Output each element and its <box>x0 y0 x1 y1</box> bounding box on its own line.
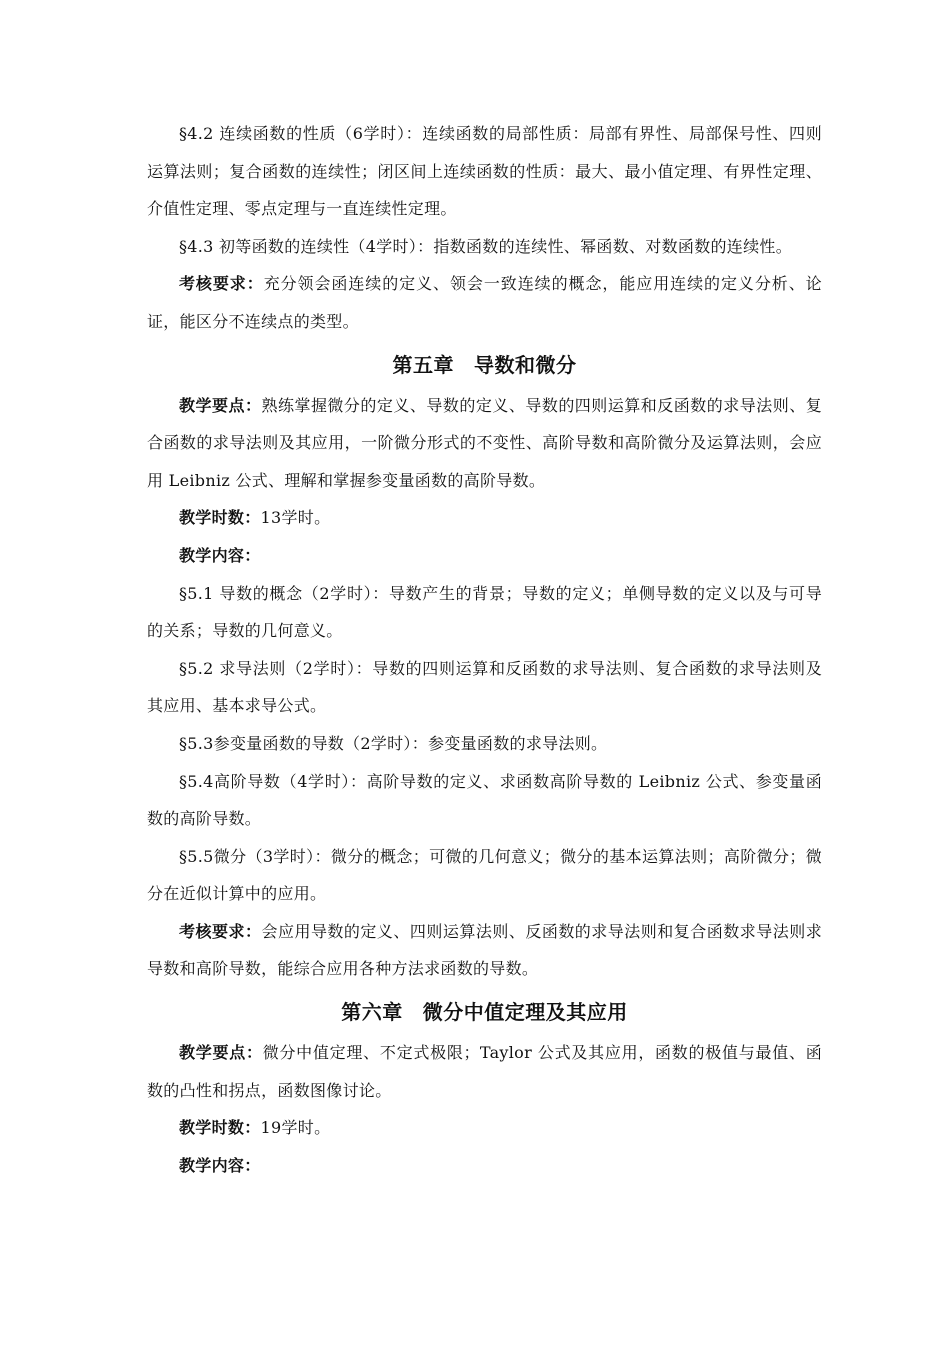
section-5-5: §5.5微分（3学时）：微分的概念；可微的几何意义；微分的基本运算法则；高阶微分；微分在近似计算中的应用。 <box>147 846 822 904</box>
section-5-3: §5.3参变量函数的导数（2学时）：参变量函数的求导法则。 <box>179 733 608 753</box>
ch5-teaching-hours <box>147 499 822 537</box>
ch4-exam-label: 考核要求： <box>179 274 264 294</box>
ch6-teaching-points <box>147 1034 822 1109</box>
section-5-2: §5.2 求导法则（2学时）：导数的四则运算和反函数的求导法则、复合函数的求导法则及其应用、基本求导公式。 <box>147 658 822 716</box>
ch5-points-text: 熟练掌握微分的定义、导数的定义、导数的四则运算和反函数的求导法则、复合函数的求导法则及其应用，一阶微分形式的不变性、高阶导数和高阶微分及运算法则，会应用 Leibniz 公式、理解和掌握参变量函数的高阶导数。 <box>147 395 822 490</box>
ch5-exam-requirements <box>147 913 822 988</box>
ch6-points-label: 教学要点： <box>179 1043 263 1063</box>
ch6-hours-text: 19学时。 <box>260 1118 331 1138</box>
document-page <box>147 115 822 1184</box>
ch5-hours-label: 教学时数： <box>179 508 261 528</box>
section-5-1: §5.1 导数的概念（2学时）：导数产生的背景；导数的定义；单侧导数的定义以及与可导的关系；导数的几何意义。 <box>147 583 822 641</box>
ch4-exam-requirements <box>147 265 822 340</box>
ch5-hours-text: 13学时。 <box>260 508 331 528</box>
chapter-5-number: 第五章 <box>392 352 454 377</box>
ch6-teaching-content <box>147 1147 822 1185</box>
chapter-5-title: 导数和微分 <box>474 352 577 377</box>
ch5-exam-label: 考核要求： <box>179 921 262 941</box>
ch5-content-label: 教学内容： <box>179 545 261 565</box>
ch5-teaching-points <box>147 387 822 500</box>
ch5-teaching-content <box>147 537 822 575</box>
section-5-4: §5.4高阶导数（4学时）：高阶导数的定义、求函数高阶导数的 Leibniz 公式、参变量函数的高阶导数。 <box>147 771 822 829</box>
ch6-teaching-hours <box>147 1109 822 1147</box>
chapter-6-number: 第六章 <box>341 1000 403 1025</box>
ch6-content-label: 教学内容： <box>179 1155 261 1175</box>
ch6-points-text: 微分中值定理、不定式极限；Taylor 公式及其应用，函数的极值与最值、函数的凸性和拐点，函数图像讨论。 <box>147 1043 822 1100</box>
ch6-hours-label: 教学时数： <box>179 1118 261 1138</box>
ch4-exam-text: 充分领会函连续的定义、领会一致连续的概念，能应用连续的定义分析、论证，能区分不连续点的类型。 <box>147 274 822 331</box>
chapter-5-heading <box>147 343 822 387</box>
ch5-exam-text: 会应用导数的定义、四则运算法则、反函数的求导法则和复合函数求导法则求导数和高阶导数，能综合应用各种方法求函数的导数。 <box>147 921 822 979</box>
ch5-points-label: 教学要点： <box>179 395 262 415</box>
chapter-6-heading <box>147 990 822 1034</box>
section-4-2: §4.2 连续函数的性质（6学时）：连续函数的局部性质：局部有界性、局部保号性、四则运算法则；复合函数的连续性；闭区间上连续函数的性质：最大、最小值定理、有界性定理、介值性定理、零点定理与一直连续性定理。 <box>147 124 822 219</box>
section-4-3: §4.3 初等函数的连续性（4学时）：指数函数的连续性、幂函数、对数函数的连续性。 <box>179 236 793 256</box>
chapter-6-title: 微分中值定理及其应用 <box>422 1000 628 1025</box>
